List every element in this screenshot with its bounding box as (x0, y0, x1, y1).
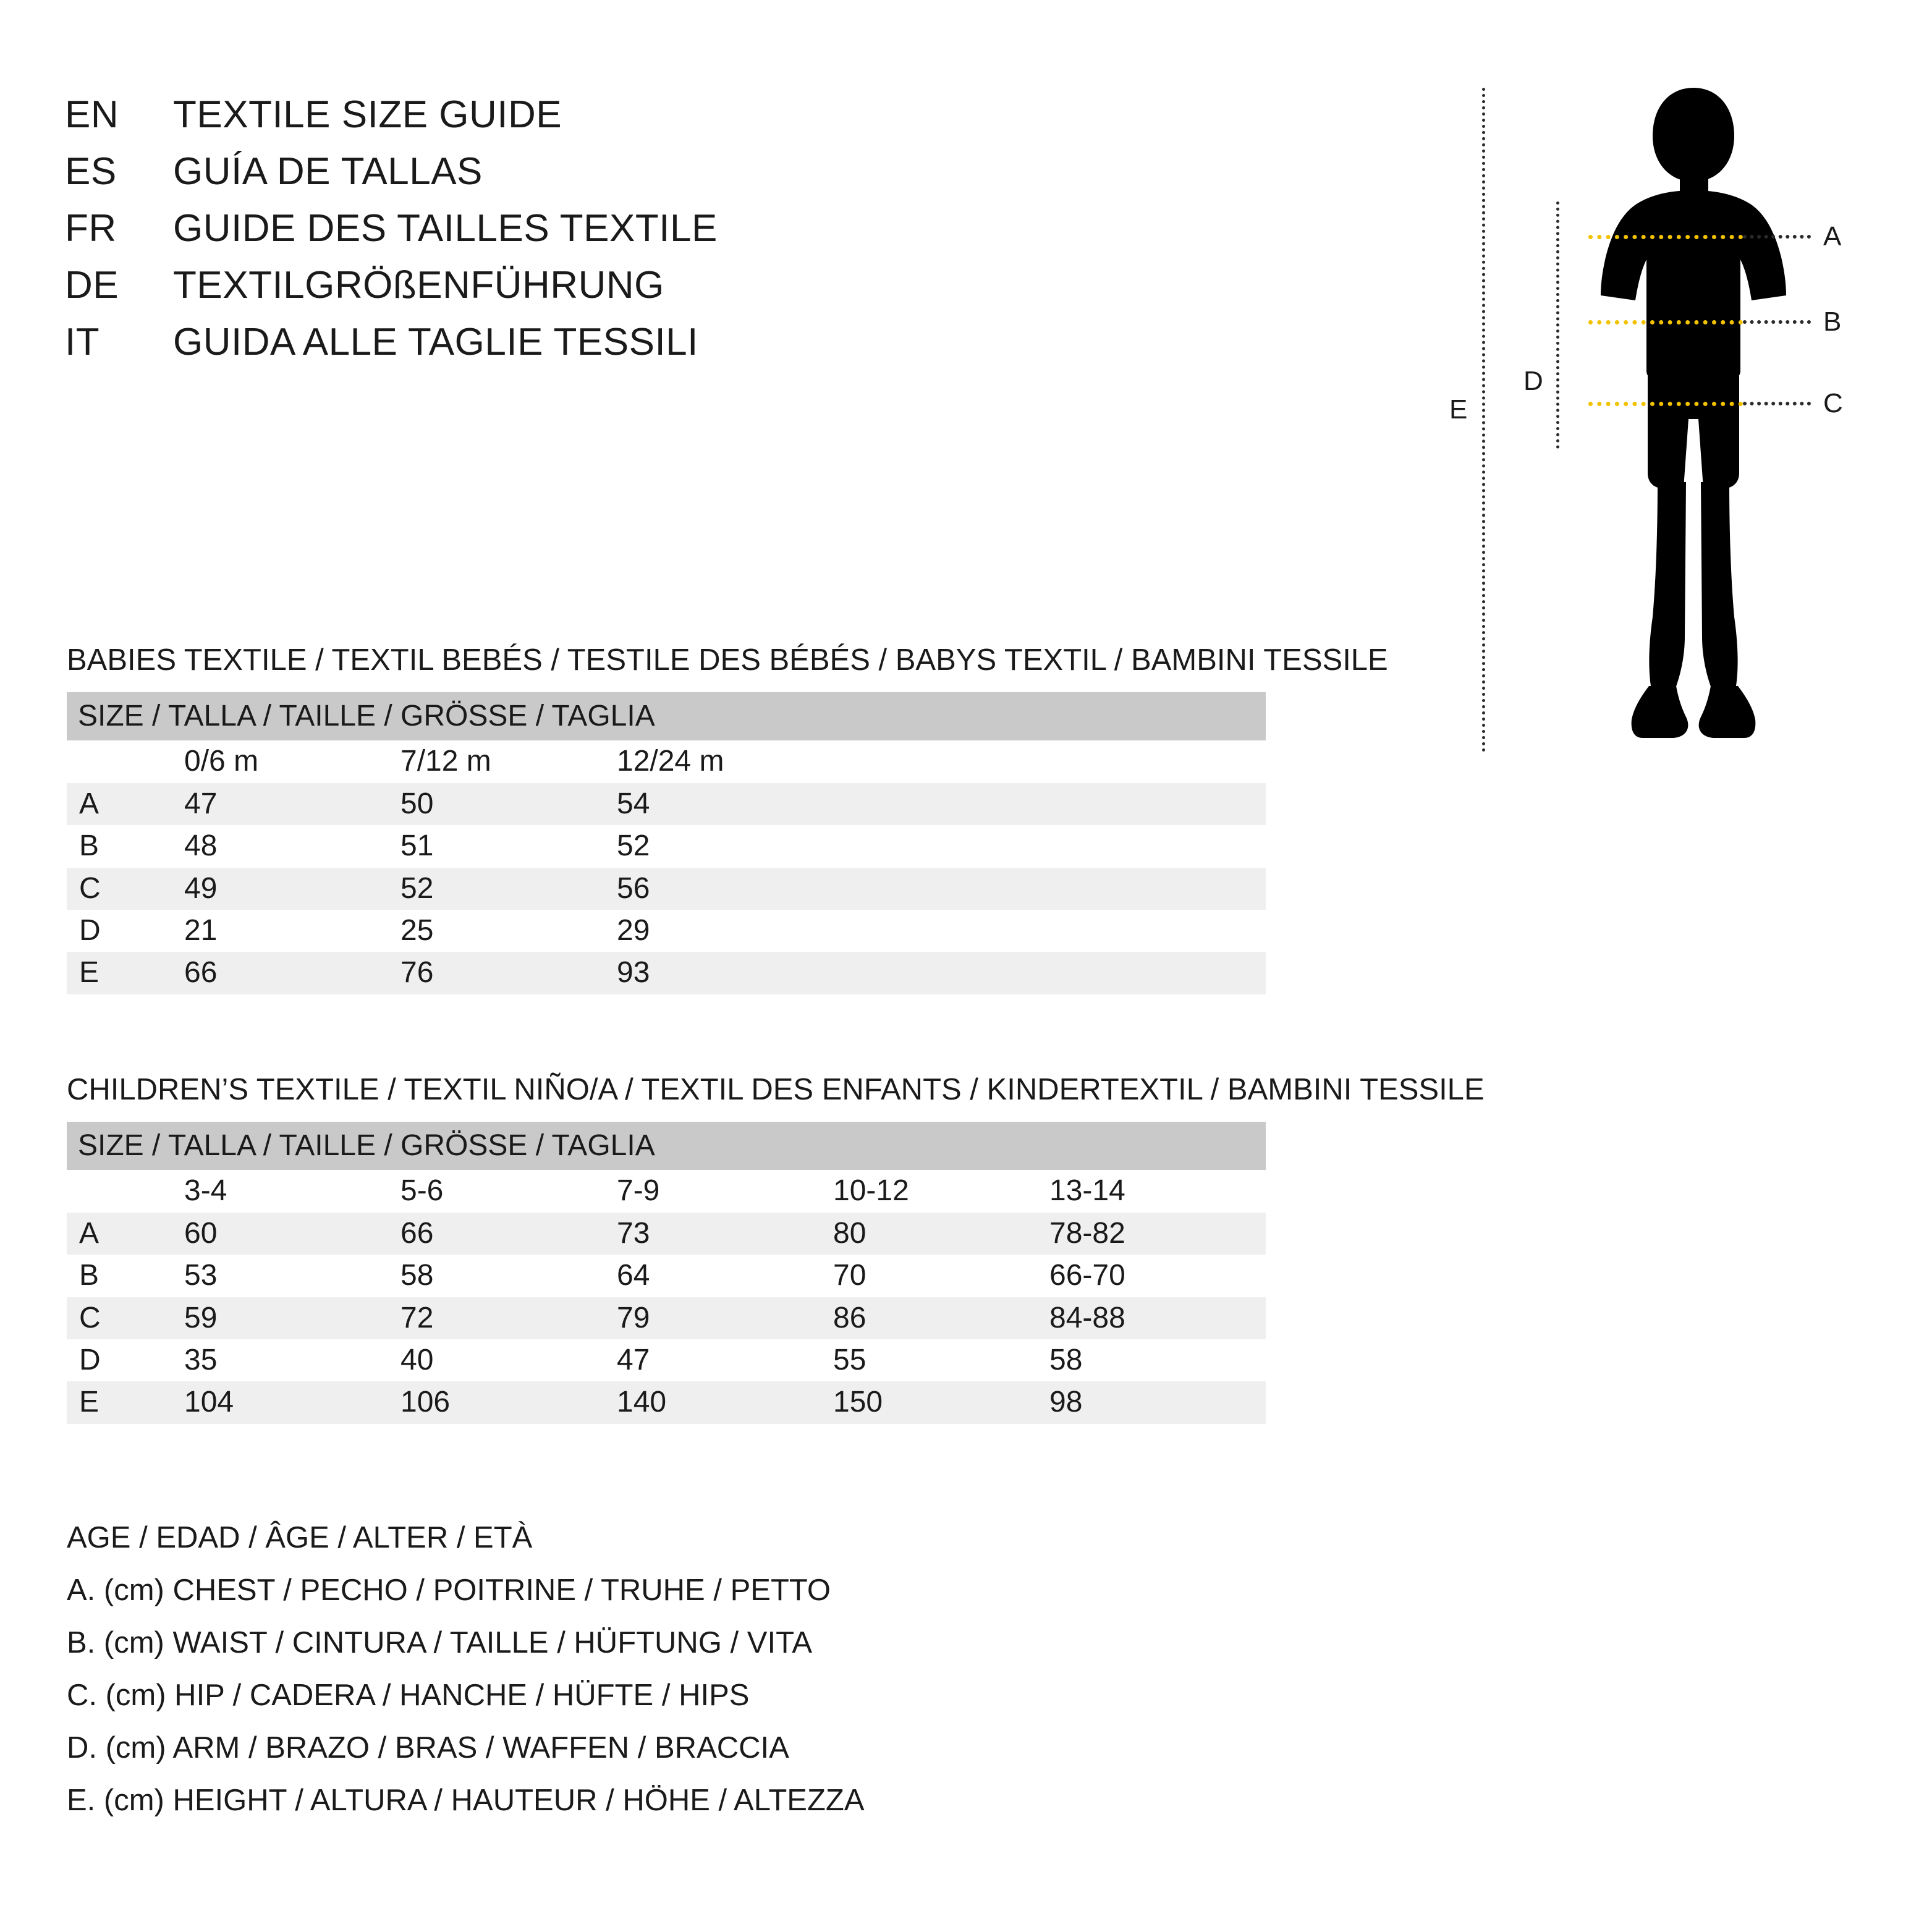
legend-item-e: E. (cm) HEIGHT / ALTURA / HAUTEUR / HÖHE / ALTEZZA (67, 1784, 865, 1817)
babies-col-4 (1049, 740, 1266, 782)
babies-cell-b-1: 51 (400, 829, 434, 863)
children-col-4: 13-14 (1049, 1174, 1125, 1208)
language-text-es: GUÍA DE TALLAS (173, 150, 483, 193)
language-row-it (65, 320, 718, 377)
language-code-it: IT (65, 321, 100, 363)
table-row (67, 1339, 1266, 1381)
measurement-legend (67, 1520, 865, 1836)
language-text-fr: GUIDE DES TAILLES TEXTILE (173, 207, 718, 250)
language-code-fr: FR (65, 207, 117, 250)
table-row (67, 952, 1266, 994)
figure-label-b: B (1823, 307, 1842, 337)
babies-cell-d-4 (1049, 910, 1266, 952)
children-table-header: SIZE / TALLA / TAILLE / GRÖSSE / TAGLIA (67, 1122, 1266, 1170)
babies-cell-b-4 (1049, 825, 1266, 867)
children-cell-d-3: 55 (833, 1343, 866, 1376)
children-col-1: 5-6 (400, 1174, 444, 1208)
children-cell-e-1: 106 (400, 1381, 617, 1423)
language-code-en: EN (65, 93, 119, 136)
children-cell-e-3: 150 (833, 1381, 1049, 1423)
children-cell-e-2: 140 (617, 1381, 833, 1423)
babies-cell-e-2: 93 (617, 952, 833, 994)
language-code-es: ES (65, 150, 117, 193)
children-row-label-b: B (79, 1259, 100, 1292)
children-cell-c-1: 72 (400, 1297, 617, 1339)
babies-row-label-a: A (67, 783, 184, 825)
babies-cell-a-3 (833, 783, 1049, 825)
babies-corner-cell (67, 740, 184, 782)
table-row (67, 910, 1266, 952)
language-text-en: TEXTILE SIZE GUIDE (173, 93, 562, 136)
babies-cell-c-1: 52 (400, 868, 617, 910)
language-code-de: DE (65, 264, 119, 307)
legend-title: AGE / EDAD / ÂGE / ALTER / ETÀ (67, 1521, 533, 1554)
children-cell-a-4: 78-82 (1049, 1213, 1266, 1255)
legend-item-b: B. (cm) WAIST / CINTURA / TAILLE / HÜFTUNG / VITA (67, 1626, 813, 1659)
language-text-it: GUIDA ALLE TAGLIE TESSILI (173, 321, 698, 363)
babies-cell-e-3 (833, 952, 1049, 994)
children-cell-b-0: 53 (184, 1259, 218, 1292)
table-row (67, 1255, 1266, 1297)
children-row-label-c: C (67, 1297, 184, 1339)
babies-table-header-row (67, 692, 1266, 740)
children-column-header-row (67, 1170, 1266, 1212)
chest-guide-line-a (1588, 235, 1743, 239)
children-cell-a-1: 66 (400, 1213, 617, 1255)
babies-cell-b-2: 52 (617, 829, 650, 863)
children-size-table (67, 1122, 1266, 1424)
babies-cell-e-4 (1049, 952, 1266, 994)
arm-guide-line-d (1556, 201, 1559, 449)
legend-item-d: D. (cm) ARM / BRAZO / BRAS / WAFFEN / BRACCIA (67, 1731, 789, 1765)
babies-cell-a-2: 54 (617, 783, 833, 825)
children-cell-b-2: 64 (617, 1259, 650, 1292)
children-cell-e-4: 98 (1049, 1381, 1266, 1423)
babies-cell-d-2: 29 (617, 913, 650, 947)
babies-col-0: 0/6 m (184, 745, 259, 778)
babies-cell-a-0: 47 (184, 783, 400, 825)
children-cell-d-0: 35 (184, 1343, 218, 1376)
babies-row-label-b: B (79, 829, 100, 863)
children-cell-a-2: 73 (617, 1213, 833, 1255)
babies-cell-d-3 (833, 910, 1049, 952)
chest-leader-line-a (1743, 235, 1811, 239)
table-row (67, 1213, 1266, 1255)
child-silhouette-icon (1576, 80, 1811, 760)
babies-cell-e-0: 66 (184, 952, 400, 994)
children-cell-d-1: 40 (400, 1343, 434, 1376)
babies-column-header-row (67, 740, 1266, 782)
figure-label-d: D (1523, 366, 1543, 396)
figure-label-a: A (1823, 221, 1842, 252)
language-row-fr (65, 206, 718, 263)
children-cell-a-3: 80 (833, 1213, 1049, 1255)
children-col-3: 10-12 (833, 1174, 909, 1208)
waist-guide-line-b (1588, 320, 1743, 324)
children-cell-b-1: 58 (400, 1259, 434, 1292)
babies-section-caption: BABIES TEXTILE / TEXTIL BEBÉS / TESTILE DES BÉBÉS / BABYS TEXTIL / BAMBINI TESSILE (67, 643, 1388, 677)
babies-cell-b-0: 48 (184, 829, 218, 863)
children-cell-c-3: 86 (833, 1297, 1049, 1339)
measurement-figure (1391, 80, 1860, 773)
children-row-label-a: A (67, 1213, 184, 1255)
babies-cell-d-0: 21 (184, 913, 218, 947)
babies-cell-c-2: 56 (617, 868, 833, 910)
children-section-caption: CHILDREN’S TEXTILE / TEXTIL NIÑO/A / TEXTIL DES ENFANTS / KINDERTEXTIL / BAMBINI TESSILE (67, 1073, 1485, 1106)
table-row (67, 825, 1266, 867)
figure-label-e: E (1449, 394, 1468, 425)
language-row-de (65, 263, 718, 320)
table-row (67, 783, 1266, 825)
waist-leader-line-b (1743, 320, 1811, 324)
babies-col-2: 12/24 m (617, 745, 724, 778)
children-cell-a-0: 60 (184, 1213, 400, 1255)
babies-cell-e-1: 76 (400, 952, 617, 994)
children-col-2: 7-9 (617, 1174, 660, 1208)
babies-cell-b-3 (833, 825, 1049, 867)
children-cell-d-2: 47 (617, 1343, 650, 1376)
children-cell-c-0: 59 (184, 1297, 400, 1339)
height-guide-line-e (1482, 88, 1485, 752)
table-row (67, 1297, 1266, 1339)
babies-col-3 (833, 740, 1049, 782)
children-cell-d-4: 58 (1049, 1343, 1083, 1376)
children-row-label-e: E (67, 1381, 184, 1423)
babies-row-label-d: D (79, 913, 101, 947)
figure-label-c: C (1823, 388, 1843, 418)
babies-cell-c-3 (833, 868, 1049, 910)
babies-cell-c-0: 49 (184, 868, 400, 910)
hip-guide-line-c (1588, 402, 1743, 406)
babies-col-1: 7/12 m (400, 745, 491, 778)
language-text-de: TEXTILGRÖßENFÜHRUNG (173, 264, 664, 307)
language-title-list (65, 93, 718, 377)
babies-row-label-c: C (67, 868, 184, 910)
babies-cell-d-1: 25 (400, 913, 434, 947)
children-table-header-row (67, 1122, 1266, 1170)
children-cell-b-4: 66-70 (1049, 1259, 1125, 1292)
children-col-0: 3-4 (184, 1174, 227, 1208)
language-row-es (65, 150, 718, 206)
children-corner-cell (67, 1170, 184, 1212)
children-cell-c-4: 84-88 (1049, 1297, 1266, 1339)
legend-item-c: C. (cm) HIP / CADERA / HANCHE / HÜFTE / HIPS (67, 1679, 750, 1712)
table-row (67, 1381, 1266, 1423)
table-row (67, 868, 1266, 910)
children-cell-e-0: 104 (184, 1381, 400, 1423)
hip-leader-line-c (1743, 402, 1811, 405)
language-row-en (65, 93, 718, 150)
babies-table-header: SIZE / TALLA / TAILLE / GRÖSSE / TAGLIA (67, 692, 1266, 740)
children-row-label-d: D (79, 1343, 101, 1376)
babies-size-table (67, 692, 1266, 994)
babies-cell-c-4 (1049, 868, 1266, 910)
babies-cell-a-1: 50 (400, 783, 617, 825)
babies-row-label-e: E (67, 952, 184, 994)
legend-item-a: A. (cm) CHEST / PECHO / POITRINE / TRUHE / PETTO (67, 1574, 831, 1607)
babies-cell-a-4 (1049, 783, 1266, 825)
children-cell-b-3: 70 (833, 1259, 866, 1292)
children-cell-c-2: 79 (617, 1297, 833, 1339)
